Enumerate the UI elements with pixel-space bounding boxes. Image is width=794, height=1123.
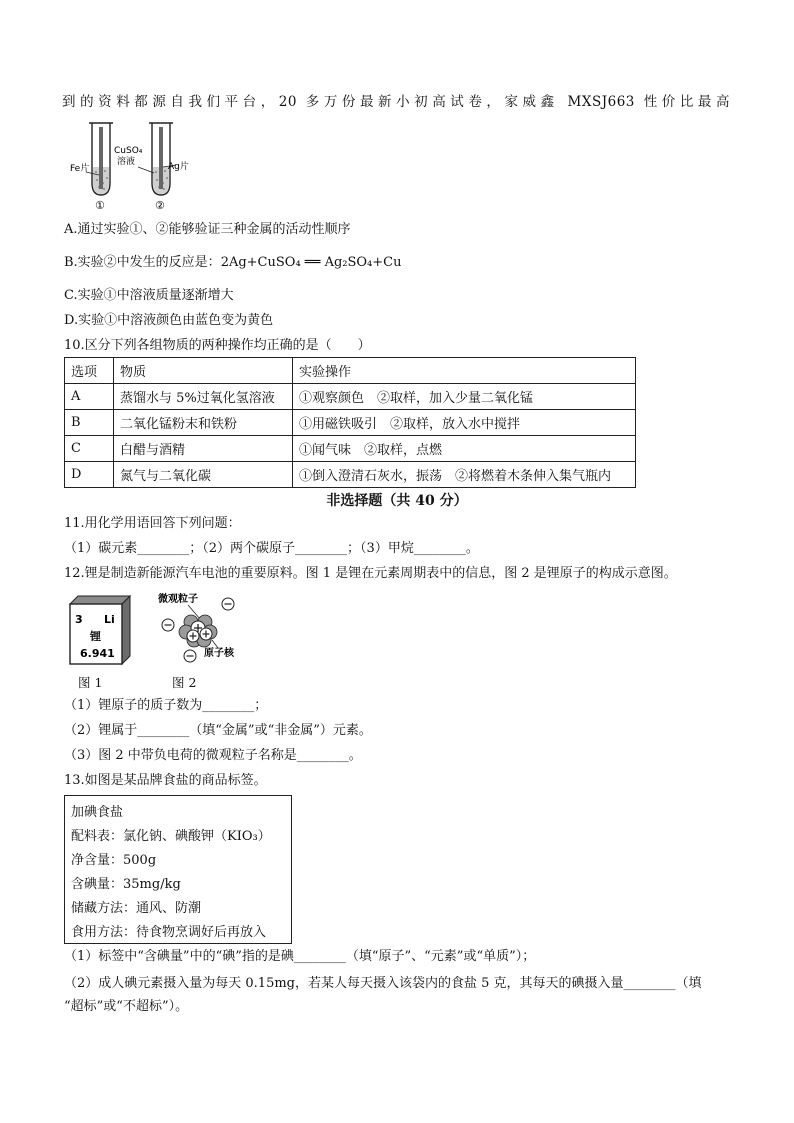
table-cell: 氮气与二氧化碳 bbox=[114, 462, 293, 488]
q11-parts: （1）碳元素________；（2）两个碳原子________；（3）甲烷________。 bbox=[64, 541, 479, 556]
label-line: 配料表：氯化钠、碘酸钾（KIO₃） bbox=[71, 829, 271, 844]
table-row bbox=[65, 410, 636, 436]
q9-option-b-formula: 2Ag+CuSO₄ ══ Ag₂SO₄+Cu bbox=[220, 255, 402, 270]
electron-icon bbox=[222, 598, 234, 610]
table-cell: ①观察颜色 ②取样，加入少量二氧化锰 bbox=[293, 384, 636, 410]
fe-label: Fe片 bbox=[70, 164, 90, 174]
element-symbol: Li bbox=[104, 613, 115, 626]
element-name: 锂 bbox=[90, 630, 101, 643]
figure-2-caption: 图 2 bbox=[172, 675, 197, 690]
header-cell: 物质 bbox=[114, 358, 293, 384]
table-cell: A bbox=[65, 384, 114, 410]
table-cell: D bbox=[65, 462, 114, 488]
nucleus-icon bbox=[179, 615, 217, 647]
header-cell: 选项 bbox=[65, 358, 114, 384]
table-cell: 蒸馏水与 5%过氧化氢溶液 bbox=[114, 384, 293, 410]
micro-particle-label: 微观粒子 bbox=[158, 594, 198, 605]
label-line: 含碘量：35mg/kg bbox=[71, 877, 181, 892]
table-cell: ①用磁铁吸引 ②取样，放入水中搅拌 bbox=[293, 410, 636, 436]
q10-stem: 10.区分下列各组物质的两种操作均正确的是（ ） bbox=[64, 338, 371, 353]
tube-1-number: ① bbox=[95, 199, 105, 212]
section-title: 非选择题（共 40 分） bbox=[326, 493, 468, 509]
tube-2-number: ② bbox=[155, 199, 165, 212]
q13-stem: 13.如图是某品牌食盐的商品标签。 bbox=[64, 773, 267, 788]
header-banner: 到的资料都源自我们平台，20 多万份最新小初高试卷，家威鑫 MXSJ663 性价比最高 bbox=[62, 94, 730, 110]
q11-stem: 11.用化学用语回答下列问题： bbox=[64, 516, 241, 531]
atom-structure-figure bbox=[158, 590, 248, 666]
table-cell: B bbox=[65, 410, 114, 436]
table-cell: C bbox=[65, 436, 114, 462]
q12-part-3: （3）图 2 中带负电荷的微观粒子名称是________。 bbox=[64, 748, 362, 763]
q9-option-d: D.实验①中溶液颜色由蓝色变为黄色 bbox=[64, 313, 274, 328]
label-line: 储藏方法：通风、防潮 bbox=[71, 901, 202, 916]
electron-icon bbox=[162, 619, 174, 631]
table-row bbox=[65, 462, 636, 488]
q13-part-2-line-2: “超标”或“不超标”）。 bbox=[64, 999, 189, 1014]
table-cell: 二氧化锰粉末和铁粉 bbox=[114, 410, 293, 436]
cuso4-label-2: 溶液 bbox=[117, 157, 136, 167]
cuso4-label: CuSO₄ bbox=[114, 146, 143, 156]
header-cell: 实验操作 bbox=[293, 358, 636, 384]
label-line: 食用方法：待食物烹调好后再放入 bbox=[71, 925, 267, 940]
figure-1-caption: 图 1 bbox=[78, 675, 103, 690]
table-cell: 白醋与酒精 bbox=[114, 436, 293, 462]
electron-icon bbox=[184, 650, 196, 662]
q9-option-b bbox=[64, 254, 401, 272]
test-tube-1 bbox=[86, 123, 113, 195]
salt-product-label bbox=[64, 795, 292, 944]
table-header-row bbox=[65, 358, 636, 384]
atomic-number: 3 bbox=[75, 613, 83, 626]
q9-option-c: C.实验①中溶液质量逐渐增大 bbox=[64, 288, 234, 303]
q12-part-1: （1）锂原子的质子数为________； bbox=[64, 698, 268, 713]
test-tube-figure bbox=[64, 115, 204, 215]
table-cell: ①闻气味 ②取样，点燃 bbox=[293, 436, 636, 462]
nucleus-label: 原子核 bbox=[204, 648, 234, 659]
periodic-cell-figure bbox=[64, 594, 134, 666]
ag-label: Ag片 bbox=[168, 162, 189, 172]
table-row bbox=[65, 384, 636, 410]
table-row bbox=[65, 436, 636, 462]
q9-option-b-prefix: B.实验②中发生的反应是： bbox=[64, 255, 221, 270]
table-cell: ①倒入澄清石灰水，振荡 ②将燃着木条伸入集气瓶内 bbox=[293, 462, 636, 488]
q13-part-2-line-1: （2）成人碘元素摄入量为每天 0.15mg，若某人每天摄入该袋内的食盐 5 克，其每天的碘摄入量________（填 bbox=[64, 976, 702, 991]
q10-table bbox=[64, 357, 636, 488]
q13-part-1: （1）标签中“含碘量”中的“碘”指的是碘________（填“原子”、“元素”或“单质”）； bbox=[64, 949, 536, 964]
q12-part-2: （2）锂属于________（填“金属”或“非金属”）元素。 bbox=[64, 723, 372, 738]
label-line: 净含量：500g bbox=[71, 853, 157, 868]
label-line: 加碘食盐 bbox=[71, 805, 124, 820]
test-tube-2 bbox=[138, 123, 176, 195]
q12-stem: 12.锂是制造新能源汽车电池的重要原料。图 1 是锂在元素周期表中的信息，图 2 是锂原子的构成示意图。 bbox=[64, 566, 677, 581]
q9-option-a: A.通过实验①、②能够验证三种金属的活动性顺序 bbox=[64, 222, 351, 237]
atomic-mass: 6.941 bbox=[80, 647, 115, 660]
